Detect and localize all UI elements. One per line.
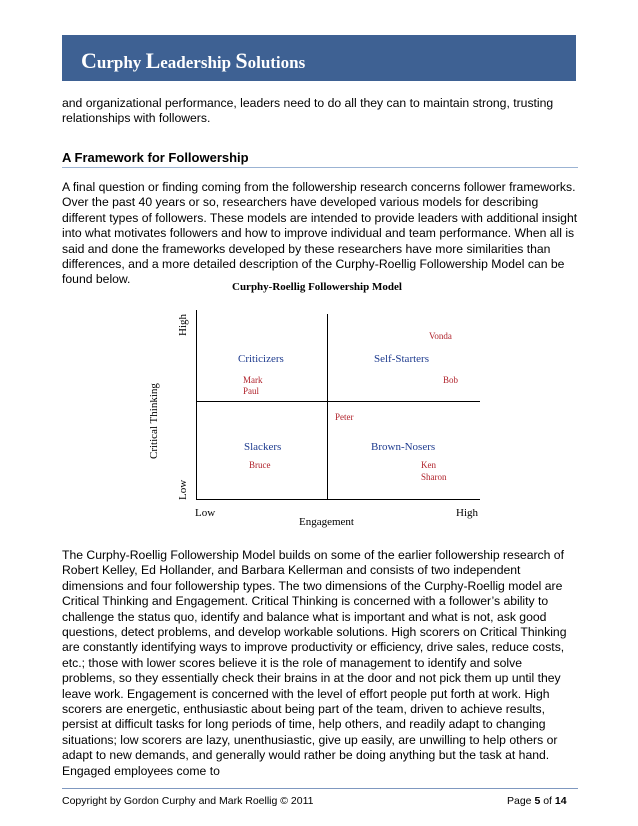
- footer-page-number: [507, 795, 567, 807]
- framework-paragraph: A final question or finding coming from the followership research concerns follower frameworks. Over the past 40 years or so, researchers have developed various models for describing different types of followers. These models are intended to provide leaders with additional insight into what motivates followers and how to improve individual and team performance. When all is said and done the frameworks developed by these researchers have more similarities than differences, and a more detailed description of the Curphy-Roellig Followership Model can be found below.: [62, 180, 578, 287]
- x-high-label: High: [456, 507, 478, 519]
- title-initial-c: C: [81, 48, 97, 73]
- name-peter: Peter: [335, 412, 354, 422]
- name-bob: Bob: [443, 375, 459, 385]
- quadrant-criticizers: Criticizers: [238, 353, 284, 365]
- footer-copyright: Copyright by Gordon Curphy and Mark Roellig © 2011: [62, 795, 314, 807]
- x-axis-line: [196, 499, 480, 500]
- name-vonda: Vonda: [429, 331, 452, 341]
- y-axis-line: [196, 310, 197, 500]
- vertical-divider: [327, 314, 328, 500]
- name-sharon: Sharon: [421, 472, 447, 482]
- name-ken: Ken: [421, 460, 436, 470]
- y-low-label: Low: [177, 479, 189, 500]
- title-part-3: olutions: [247, 53, 306, 72]
- model-title: Curphy-Roellig Followership Model: [232, 281, 402, 293]
- title-part-2: eadership: [160, 53, 236, 72]
- section-heading: A Framework for Followership: [62, 150, 249, 165]
- y-high-label: High: [177, 314, 189, 336]
- x-axis-label: Engagement: [299, 516, 354, 528]
- quadrant-brown-nosers: Brown-Nosers: [371, 441, 436, 453]
- model-description-paragraph: The Curphy-Roellig Followership Model builds on some of the earlier followership research of Robert Kelley, Ed Hollander, and Barbara Kellerman and consists of two independent dimensions and four followership types. The two dimensions of the Curphy-Roellig model are Critical Thinking and Engagement. Critical Thinking is concerned with a follower’s ability to challenge the status quo, identify and balance what is important and what is not, ask good questions, detect problems, and develop workable solutions. High scorers on Critical Thinking are constantly identifying ways to improve productivity or efficiency, drive sales, reduce costs, etc.; those with lower scores believe it is the role of management to identify and solve problems, so they essentially check their brains in at the door and not pick them up until they leave work. Engagement is concerned with the level of effort people put forth at work. High scorers are energetic, enthusiastic about being part of the team, driven to achieve results, persist at difficult tasks for long periods of time, help others, and readily adapt to changing situations; low scorers are lazy, unenthusiastic, give up easily, are unwilling to help others or adapt to new demands, and generally would rather be doing anything but the task at hand. Engaged employees come to: [62, 548, 567, 778]
- page-of: of: [543, 795, 552, 807]
- page-total: 14: [554, 795, 567, 807]
- quadrant-self-starters: Self-Starters: [374, 353, 429, 365]
- page-prefix: Page: [507, 795, 532, 807]
- x-low-label: Low: [195, 507, 216, 519]
- title-initial-s: S: [235, 48, 248, 73]
- header-banner: [62, 35, 576, 81]
- title-initial-l: L: [145, 48, 161, 73]
- company-name: [81, 48, 305, 74]
- name-mark: Mark: [243, 375, 263, 385]
- intro-paragraph: and organizational performance, leaders need to do all they can to maintain strong, trusting relationships with followers.: [62, 96, 554, 126]
- name-paul: Paul: [243, 386, 260, 396]
- footer-rule: [62, 788, 578, 789]
- page-current: 5: [534, 795, 541, 807]
- name-bruce: Bruce: [249, 460, 271, 470]
- title-part-1: urphy: [96, 53, 146, 72]
- heading-rule: [62, 167, 578, 168]
- horizontal-divider: [197, 401, 480, 402]
- quadrant-slackers: Slackers: [244, 441, 282, 453]
- y-axis-label: Critical Thinking: [148, 383, 160, 459]
